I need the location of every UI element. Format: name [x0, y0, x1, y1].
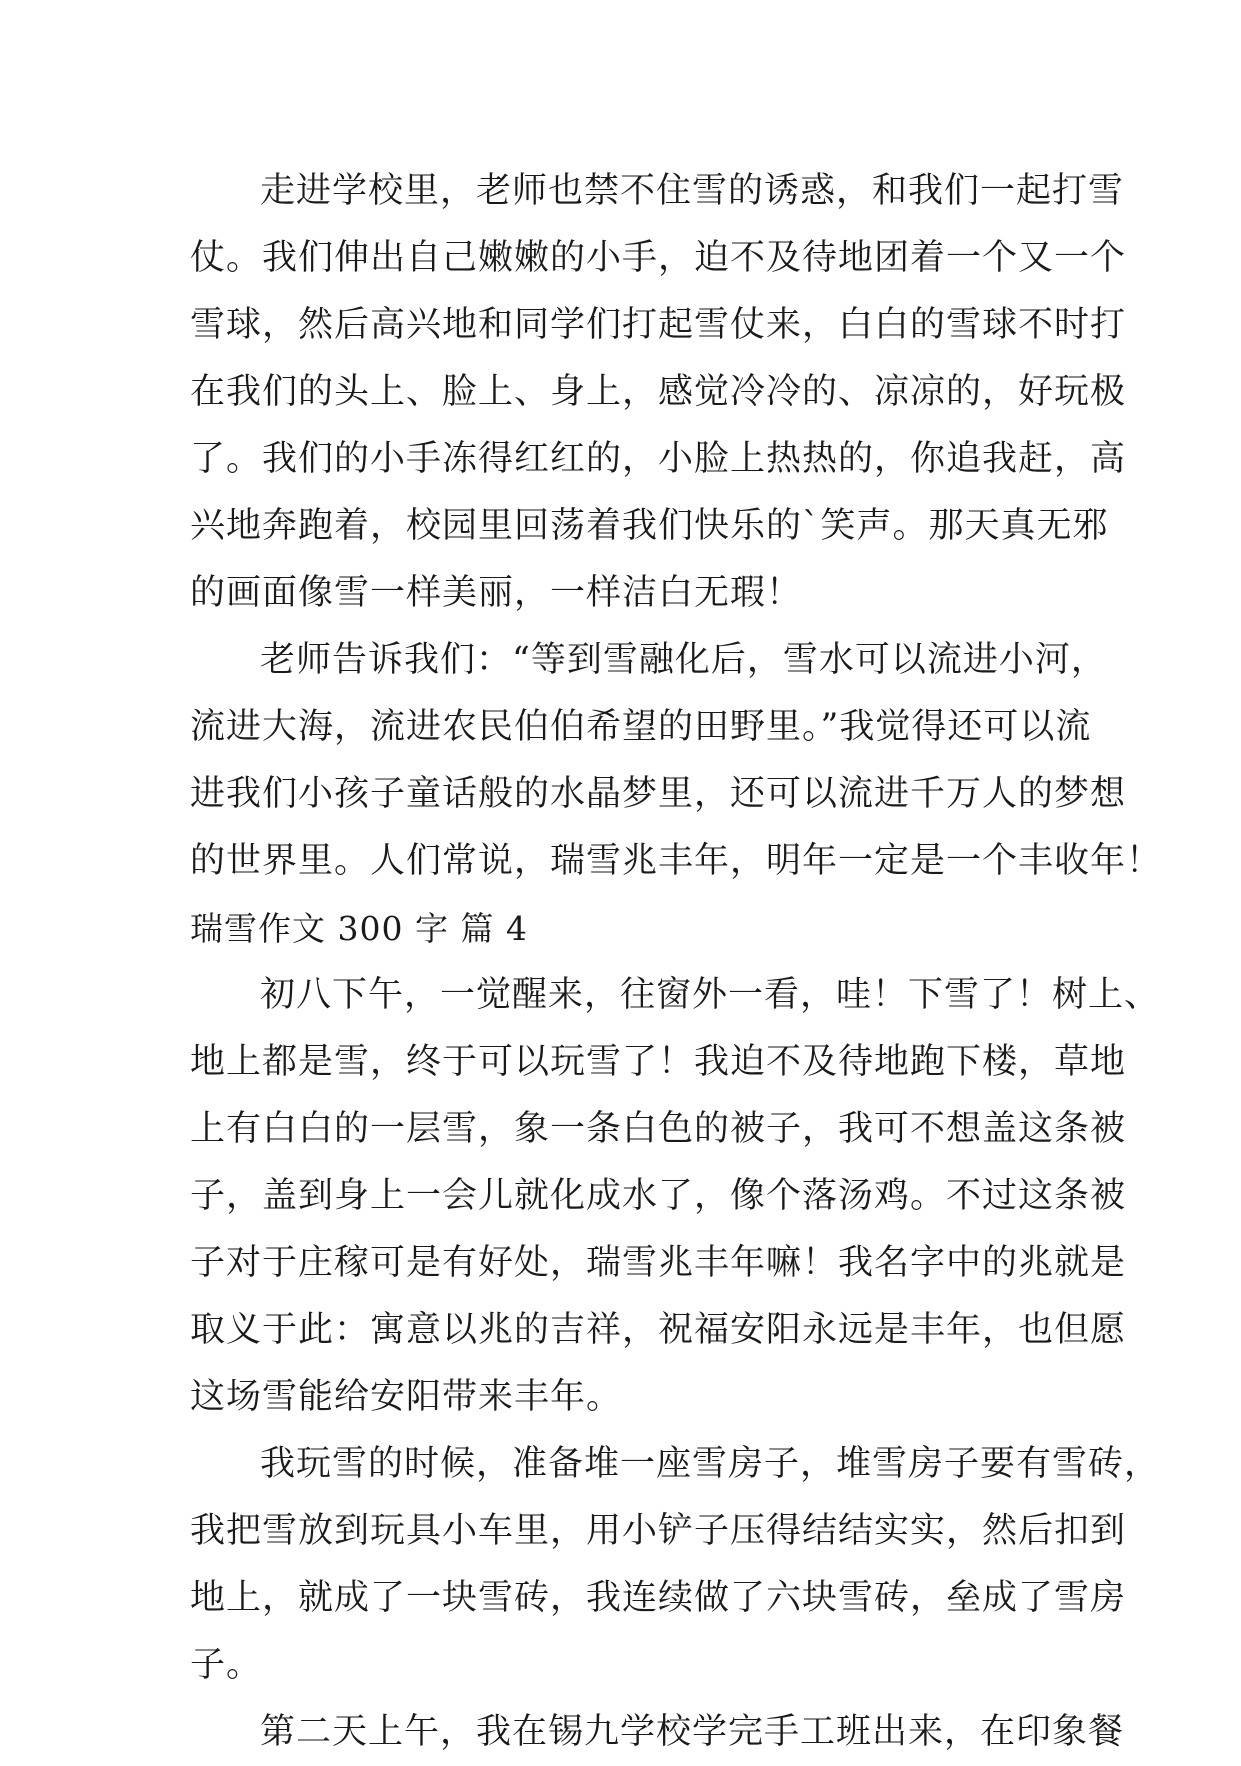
text-line: 在我们的头上、脸上、身上，感觉冷冷的、凉凉的，好玩极 [190, 372, 1127, 412]
text-line: 的世界里。人们常说，瑞雪兆丰年，明年一定是一个丰收年！ [190, 841, 1163, 881]
text-line: 地上，就成了一块雪砖，我连续做了六块雪砖，垒成了雪房 [190, 1578, 1127, 1618]
text-line: 进我们小孩子童话般的水晶梦里，还可以流进千万人的梦想 [190, 774, 1127, 814]
text-line: 初八下午，一觉醒来，往窗外一看，哇！下雪了！树上、 [260, 975, 1161, 1015]
text-line: 地上都是雪，终于可以玩雪了！我迫不及待地跑下楼，草地 [190, 1042, 1127, 1082]
paragraph-4 [190, 1431, 1161, 1699]
text-line: 兴地奔跑着，校园里回荡着我们快乐的`笑声。那天真无邪 [190, 506, 1109, 546]
text-line: 第二天上午，我在锡九学校学完手工班出来，在印象餐 [260, 1712, 1125, 1752]
text-line: 的画面像雪一样美丽，一样洁白无瑕！ [190, 573, 803, 613]
text-line: 子，盖到身上一会儿就化成水了，像个落汤鸡。不过这条被 [190, 1176, 1127, 1216]
text-line: 雪球，然后高兴地和同学们打起雪仗来，白白的雪球不时打 [190, 305, 1127, 345]
text-line: 取义于此：寓意以兆的吉祥，祝福安阳永远是丰年，也但愿 [190, 1310, 1127, 1350]
text-line: 了。我们的小手冻得红红的，小脸上热热的，你追我赶，高 [190, 439, 1127, 479]
text-line: 老师告诉我们：“等到雪融化后，雪水可以流进小河， [260, 640, 1107, 680]
text-line: 上有白白的一层雪，象一条白色的被子，我可不想盖这条被 [190, 1109, 1127, 1149]
text-line: 我玩雪的时候，准备堆一座雪房子，堆雪房子要有雪砖， [260, 1444, 1161, 1484]
text-line: 子对于庄稼可是有好处，瑞雪兆丰年嘛！我名字中的兆就是 [190, 1243, 1127, 1283]
paragraph-3 [190, 962, 1161, 1431]
section-heading: 瑞雪作文 300 字 篇 4 [190, 909, 528, 948]
paragraph-5 [190, 1699, 1125, 1766]
text-line: 仗。我们伸出自己嫩嫩的小手，迫不及待地团着一个又一个 [190, 238, 1127, 278]
text-line: 这场雪能给安阳带来丰年。 [190, 1377, 623, 1417]
text-line: 我把雪放到玩具小车里，用小铲子压得结结实实，然后扣到 [190, 1511, 1127, 1551]
paragraph-2 [190, 627, 1163, 895]
text-line: 子。 [190, 1645, 263, 1685]
text-line: 走进学校里，老师也禁不住雪的诱惑，和我们一起打雪 [260, 171, 1125, 211]
paragraph-1 [190, 158, 1127, 627]
document-page [190, 158, 1163, 1766]
text-line: 流进大海，流进农民伯伯希望的田野里。”我觉得还可以流 [190, 707, 1092, 747]
